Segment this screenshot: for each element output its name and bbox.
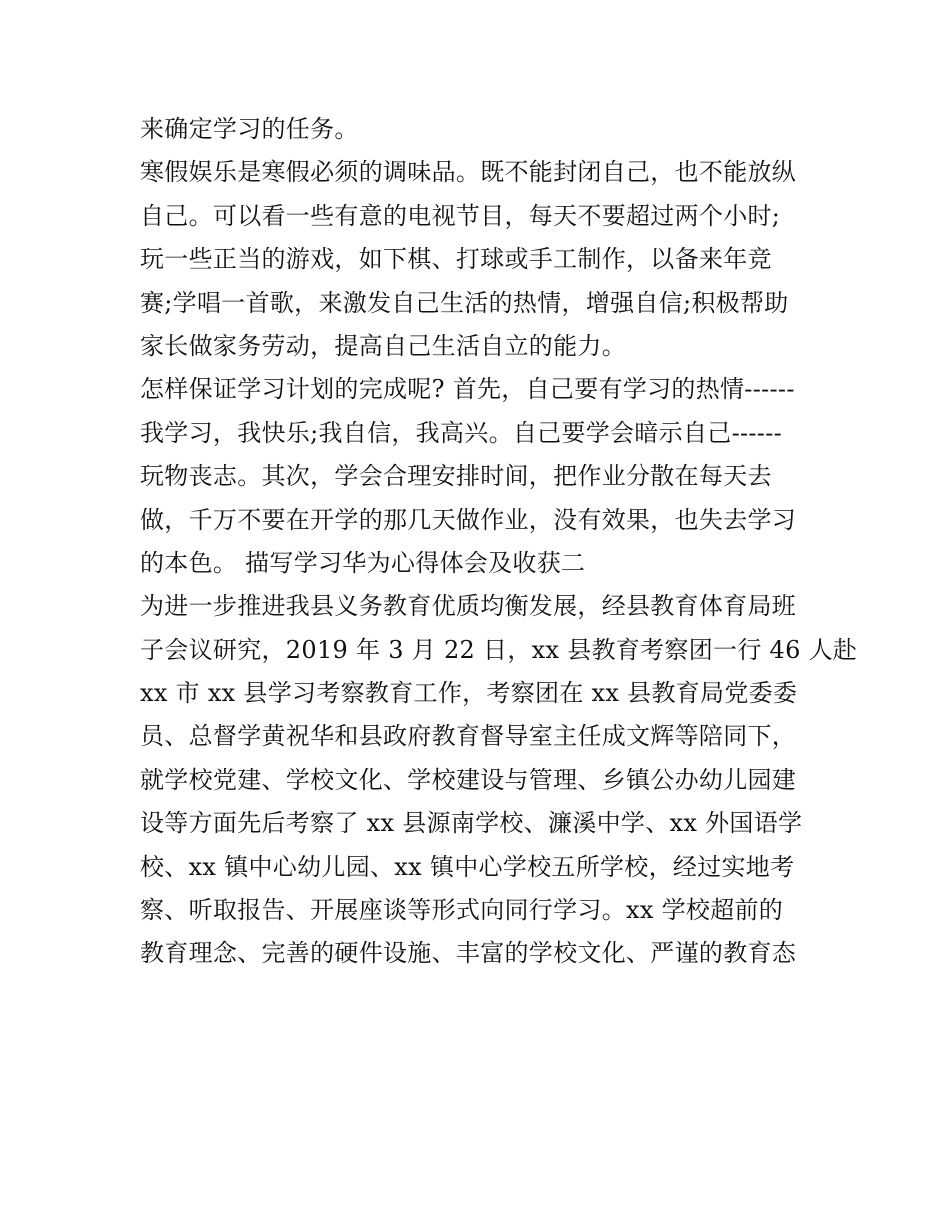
text-line: 为进一步推进我县义务教育优质均衡发展，经县教育体育局班 bbox=[140, 592, 797, 621]
text-line: 我学习，我快乐;我自信，我高兴。自己要学会暗示自己------ bbox=[140, 418, 783, 447]
text-line: 玩一些正当的游戏，如下棋、打球或手工制作，以备来年竞 bbox=[140, 245, 772, 274]
text-line: xx 市 xx 县学习考察教育工作，考察团在 xx 县教育局党委委 bbox=[140, 679, 798, 708]
text-line: 家长做家务劳动，提高自己生活自立的能力。 bbox=[140, 331, 626, 360]
text-line: 察、听取报告、开展座谈等形式向同行学习。xx 学校超前的 bbox=[140, 896, 784, 925]
text-line: 赛;学唱一首歌，来激发自己生活的热情，增强自信;积极帮助 bbox=[140, 288, 789, 317]
text-line: 员、总督学黄祝华和县政府教育督导室主任成文辉等陪同下， bbox=[140, 722, 797, 751]
text-line: 就学校党建、学校文化、学校建设与管理、乡镇公办幼儿园建 bbox=[140, 765, 797, 794]
text-line: 做，千万不要在开学的那几天做作业，没有效果，也失去学习 bbox=[140, 505, 797, 534]
text-line: 怎样保证学习计划的完成呢? 首先，自己要有学习的热情------ bbox=[140, 375, 795, 404]
text-line: 玩物丧志。其次，学会合理安排时间，把作业分散在每天去 bbox=[140, 462, 772, 491]
text-line: 校、xx 镇中心幼儿园、xx 镇中心学校五所学校，经过实地考 bbox=[140, 852, 795, 881]
text-line: 自己。可以看一些有意的电视节目，每天不要超过两个小时; bbox=[140, 201, 781, 230]
text-line: 的本色。 描写学习华为心得体会及收获二 bbox=[140, 548, 586, 577]
text-line: 来确定学习的任务。 bbox=[140, 115, 359, 143]
text-line: 子会议研究，2019 年 3 月 22 日，xx 县教育考察团一行 46 人赴 bbox=[140, 635, 858, 664]
text-line: 教育理念、完善的硬件设施、丰富的学校文化、严谨的教育态 bbox=[140, 939, 797, 968]
text-line: 设等方面先后考察了 xx 县源南学校、濂溪中学、xx 外国语学 bbox=[140, 809, 803, 838]
text-line: 寒假娱乐是寒假必须的调味品。既不能封闭自己，也不能放纵 bbox=[140, 158, 797, 187]
document-body bbox=[140, 108, 858, 976]
